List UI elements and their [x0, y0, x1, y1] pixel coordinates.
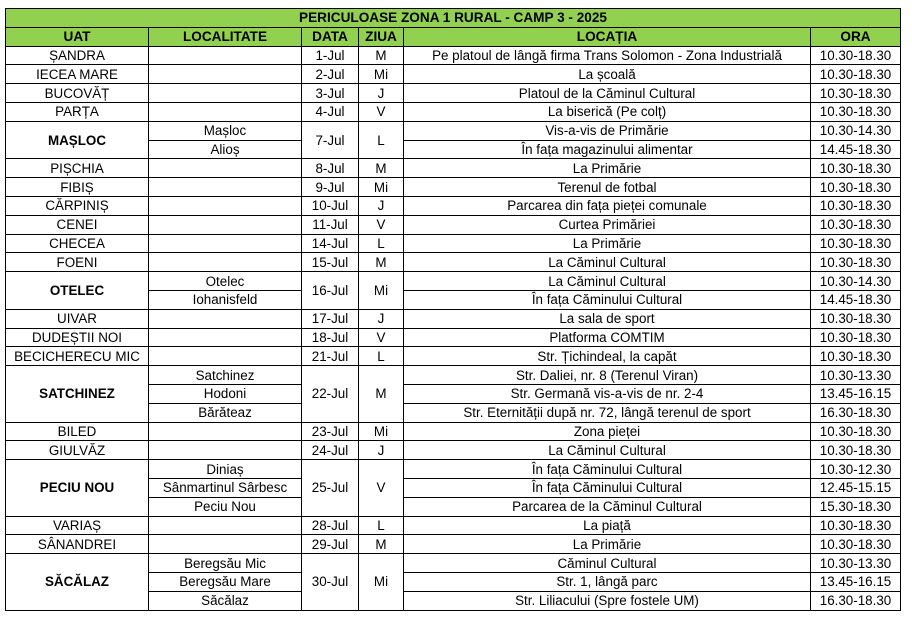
- schedule-table: [5, 8, 901, 611]
- table-row: [6, 215, 901, 234]
- locatia-cell: Str. Daliei, nr. 8 (Terenul Viran): [404, 366, 811, 385]
- ora-cell: 13.45-16.15: [811, 572, 901, 591]
- table-row: [6, 516, 901, 535]
- ora-cell: 10.30-18.30: [811, 441, 901, 460]
- locatia-cell: La școală: [404, 65, 811, 84]
- table-row: [6, 309, 901, 328]
- localitate-cell: [149, 328, 302, 347]
- ora-cell: 10.30-18.30: [811, 215, 901, 234]
- localitate-cell: Mașloc: [149, 121, 302, 140]
- uat-cell: GIULVĂZ: [6, 441, 149, 460]
- locatia-cell: La Primărie: [404, 535, 811, 554]
- table-row: [6, 121, 901, 140]
- date-cell: 16-Jul: [302, 272, 359, 310]
- date-cell: 18-Jul: [302, 328, 359, 347]
- ora-cell: 10.30-18.30: [811, 422, 901, 441]
- uat-cell: ȘANDRA: [6, 46, 149, 65]
- localitate-cell: [149, 196, 302, 215]
- ora-cell: 10.30-18.30: [811, 196, 901, 215]
- date-cell: 2-Jul: [302, 65, 359, 84]
- header-locatia: LOCAȚIA: [404, 27, 811, 46]
- date-cell: 8-Jul: [302, 159, 359, 178]
- table-row: [6, 65, 901, 84]
- table-row: [6, 554, 901, 573]
- table-row: [6, 328, 901, 347]
- localitate-cell: Peciu Nou: [149, 497, 302, 516]
- table-row: [6, 272, 901, 291]
- uat-cell: FOENI: [6, 253, 149, 272]
- ora-cell: 10.30-18.30: [811, 178, 901, 197]
- uat-cell: SATCHINEZ: [6, 366, 149, 422]
- date-cell: 11-Jul: [302, 215, 359, 234]
- locatia-cell: La Căminul Cultural: [404, 441, 811, 460]
- table-row: [6, 460, 901, 479]
- date-cell: 1-Jul: [302, 46, 359, 65]
- day-cell: J: [359, 309, 404, 328]
- locatia-cell: Str. 1, lângă parc: [404, 572, 811, 591]
- table-row: [6, 46, 901, 65]
- ora-cell: 10.30-18.30: [811, 347, 901, 366]
- day-cell: M: [359, 253, 404, 272]
- uat-cell: OTELEC: [6, 272, 149, 310]
- day-cell: J: [359, 441, 404, 460]
- uat-cell: FIBIȘ: [6, 178, 149, 197]
- date-cell: 3-Jul: [302, 84, 359, 103]
- localitate-cell: [149, 253, 302, 272]
- date-cell: 15-Jul: [302, 253, 359, 272]
- date-cell: 28-Jul: [302, 516, 359, 535]
- day-cell: Mi: [359, 422, 404, 441]
- localitate-cell: [149, 347, 302, 366]
- day-cell: J: [359, 84, 404, 103]
- locatia-cell: La piață: [404, 516, 811, 535]
- localitate-cell: Săcălaz: [149, 591, 302, 610]
- day-cell: L: [359, 234, 404, 253]
- date-cell: 24-Jul: [302, 441, 359, 460]
- day-cell: L: [359, 347, 404, 366]
- locatia-cell: Str. Țichindeal, la capăt: [404, 347, 811, 366]
- table-row: [6, 366, 901, 385]
- day-cell: M: [359, 46, 404, 65]
- ora-cell: 10.30-18.30: [811, 328, 901, 347]
- locatia-cell: În fața Căminului Cultural: [404, 460, 811, 479]
- ora-cell: 10.30-14.30: [811, 121, 901, 140]
- ora-cell: 16.30-18.30: [811, 591, 901, 610]
- localitate-cell: [149, 309, 302, 328]
- localitate-cell: [149, 215, 302, 234]
- localitate-cell: Hodoni: [149, 384, 302, 403]
- locatia-cell: La Căminul Cultural: [404, 253, 811, 272]
- ora-cell: 10.30-18.30: [811, 84, 901, 103]
- day-cell: L: [359, 516, 404, 535]
- locatia-cell: La Primărie: [404, 159, 811, 178]
- uat-cell: IECEA MARE: [6, 65, 149, 84]
- day-cell: Mi: [359, 65, 404, 84]
- locatia-cell: Zona pieței: [404, 422, 811, 441]
- locatia-cell: În fața magazinului alimentar: [404, 140, 811, 159]
- day-cell: Mi: [359, 178, 404, 197]
- uat-cell: SĂCĂLAZ: [6, 554, 149, 610]
- day-cell: J: [359, 196, 404, 215]
- ora-cell: 14.45-18.30: [811, 290, 901, 309]
- uat-cell: BECICHERECU MIC: [6, 347, 149, 366]
- localitate-cell: Diniaș: [149, 460, 302, 479]
- day-cell: Mi: [359, 272, 404, 310]
- date-cell: 25-Jul: [302, 460, 359, 516]
- ora-cell: 10.30-12.30: [811, 460, 901, 479]
- header-localitate: LOCALITATE: [149, 27, 302, 46]
- ora-cell: 10.30-13.30: [811, 366, 901, 385]
- localitate-cell: [149, 84, 302, 103]
- locatia-cell: Str. Liliacului (Spre fostele UM): [404, 591, 811, 610]
- ora-cell: 12.45-15.15: [811, 478, 901, 497]
- date-cell: 22-Jul: [302, 366, 359, 422]
- ora-cell: 14.45-18.30: [811, 140, 901, 159]
- table-row: [6, 159, 901, 178]
- localitate-cell: [149, 516, 302, 535]
- localitate-cell: Bărăteaz: [149, 403, 302, 422]
- header-row: [6, 27, 901, 46]
- locatia-cell: La Primărie: [404, 234, 811, 253]
- ora-cell: 10.30-18.30: [811, 253, 901, 272]
- localitate-cell: Iohanisfeld: [149, 290, 302, 309]
- date-cell: 29-Jul: [302, 535, 359, 554]
- localitate-cell: Beregsău Mic: [149, 554, 302, 573]
- uat-cell: CĂRPINIȘ: [6, 196, 149, 215]
- date-cell: 4-Jul: [302, 102, 359, 121]
- ora-cell: 10.30-18.30: [811, 516, 901, 535]
- locatia-cell: Str. Germană vis-a-vis de nr. 2-4: [404, 384, 811, 403]
- locatia-cell: Vis-a-vis de Primărie: [404, 121, 811, 140]
- ora-cell: 13.45-16.15: [811, 384, 901, 403]
- table-row: [6, 422, 901, 441]
- date-cell: 21-Jul: [302, 347, 359, 366]
- localitate-cell: Otelec: [149, 272, 302, 291]
- day-cell: Mi: [359, 554, 404, 610]
- locatia-cell: Parcarea din fața pieței comunale: [404, 196, 811, 215]
- ora-cell: 10.30-18.30: [811, 102, 901, 121]
- locatia-cell: Terenul de fotbal: [404, 178, 811, 197]
- uat-cell: DUDEȘTII NOI: [6, 328, 149, 347]
- day-cell: M: [359, 159, 404, 178]
- locatia-cell: Platforma COMTIM: [404, 328, 811, 347]
- localitate-cell: [149, 234, 302, 253]
- ora-cell: 10.30-18.30: [811, 234, 901, 253]
- uat-cell: UIVAR: [6, 309, 149, 328]
- day-cell: M: [359, 366, 404, 422]
- ora-cell: 10.30-18.30: [811, 65, 901, 84]
- localitate-cell: [149, 46, 302, 65]
- table-row: [6, 178, 901, 197]
- header-data: DATA: [302, 27, 359, 46]
- table-row: [6, 347, 901, 366]
- header-ziua: ZIUA: [359, 27, 404, 46]
- uat-cell: MAȘLOC: [6, 121, 149, 159]
- localitate-cell: Alioș: [149, 140, 302, 159]
- locatia-cell: Pe platoul de lângă firma Trans Solomon - Zona Industrială: [404, 46, 811, 65]
- table-row: [6, 253, 901, 272]
- uat-cell: BILED: [6, 422, 149, 441]
- date-cell: 7-Jul: [302, 121, 359, 159]
- table-row: [6, 441, 901, 460]
- day-cell: V: [359, 102, 404, 121]
- locatia-cell: În fața Căminului Cultural: [404, 290, 811, 309]
- ora-cell: 10.30-14.30: [811, 272, 901, 291]
- localitate-cell: [149, 102, 302, 121]
- uat-cell: CHECEA: [6, 234, 149, 253]
- table-body: [6, 46, 901, 610]
- table-title: PERICULOASE ZONA 1 RURAL - CAMP 3 - 2025: [6, 9, 901, 28]
- localitate-cell: [149, 441, 302, 460]
- locatia-cell: În fața Căminului Cultural: [404, 478, 811, 497]
- uat-cell: BUCOVĂȚ: [6, 84, 149, 103]
- date-cell: 9-Jul: [302, 178, 359, 197]
- ora-cell: 10.30-18.30: [811, 159, 901, 178]
- locatia-cell: Parcarea de la Căminul Cultural: [404, 497, 811, 516]
- uat-cell: VARIAȘ: [6, 516, 149, 535]
- date-cell: 30-Jul: [302, 554, 359, 610]
- locatia-cell: Curtea Primăriei: [404, 215, 811, 234]
- localitate-cell: [149, 535, 302, 554]
- localitate-cell: Satchinez: [149, 366, 302, 385]
- day-cell: L: [359, 121, 404, 159]
- table-row: [6, 234, 901, 253]
- date-cell: 14-Jul: [302, 234, 359, 253]
- uat-cell: PIȘCHIA: [6, 159, 149, 178]
- locatia-cell: La Căminul Cultural: [404, 272, 811, 291]
- day-cell: V: [359, 328, 404, 347]
- day-cell: M: [359, 535, 404, 554]
- locatia-cell: Platoul de la Căminul Cultural: [404, 84, 811, 103]
- localitate-cell: [149, 178, 302, 197]
- table-row: [6, 84, 901, 103]
- ora-cell: 10.30-18.30: [811, 309, 901, 328]
- locatia-cell: Căminul Cultural: [404, 554, 811, 573]
- header-ora: ORA: [811, 27, 901, 46]
- date-cell: 10-Jul: [302, 196, 359, 215]
- uat-cell: SÂNANDREI: [6, 535, 149, 554]
- table-row: [6, 196, 901, 215]
- locatia-cell: La biserică (Pe colț): [404, 102, 811, 121]
- table-row: [6, 535, 901, 554]
- ora-cell: 10.30-18.30: [811, 46, 901, 65]
- day-cell: V: [359, 460, 404, 516]
- localitate-cell: [149, 65, 302, 84]
- day-cell: V: [359, 215, 404, 234]
- ora-cell: 16.30-18.30: [811, 403, 901, 422]
- ora-cell: 10.30-13.30: [811, 554, 901, 573]
- localitate-cell: [149, 159, 302, 178]
- locatia-cell: La sala de sport: [404, 309, 811, 328]
- localitate-cell: Beregsău Mare: [149, 572, 302, 591]
- table-row: [6, 102, 901, 121]
- ora-cell: 15.30-18.30: [811, 497, 901, 516]
- localitate-cell: [149, 422, 302, 441]
- locatia-cell: Str. Eternității după nr. 72, lângă terenul de sport: [404, 403, 811, 422]
- localitate-cell: Sânmartinul Sârbesc: [149, 478, 302, 497]
- uat-cell: PARȚA: [6, 102, 149, 121]
- uat-cell: PECIU NOU: [6, 460, 149, 516]
- header-uat: UAT: [6, 27, 149, 46]
- ora-cell: 10.30-18.30: [811, 535, 901, 554]
- date-cell: 23-Jul: [302, 422, 359, 441]
- date-cell: 17-Jul: [302, 309, 359, 328]
- uat-cell: CENEI: [6, 215, 149, 234]
